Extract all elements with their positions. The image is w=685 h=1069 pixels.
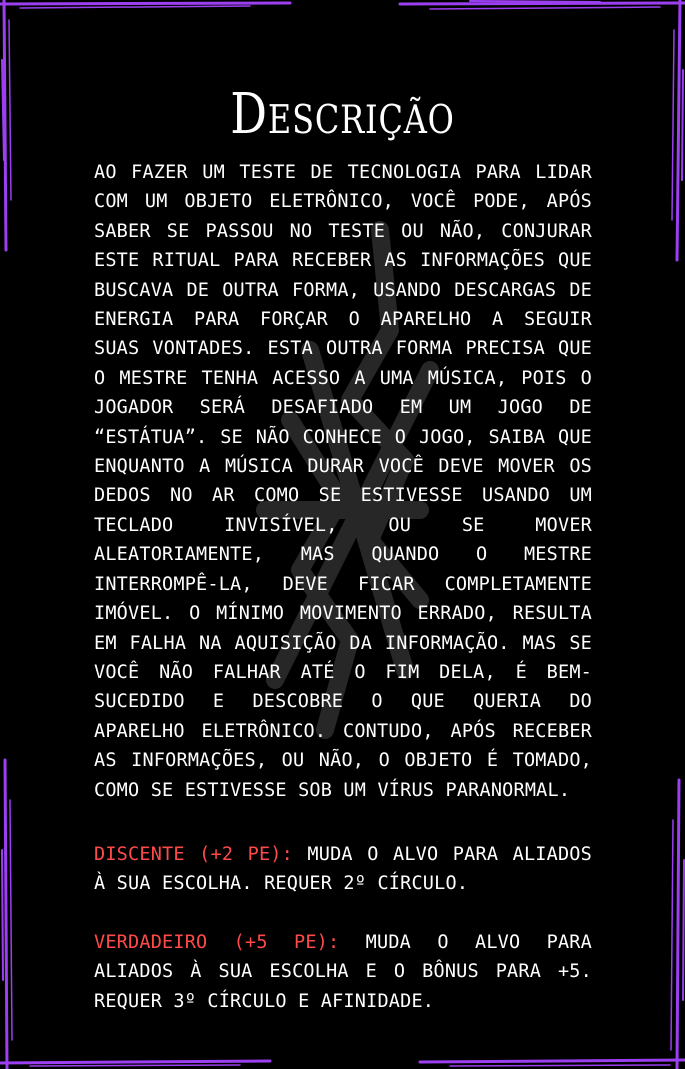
variant-text: MUDA O ALVO PARA ALIADOS À SUA ESCOLHA. REQUER 2º CÍRCULO.: [94, 844, 592, 895]
description-paragraph: AO FAZER UM TESTE DE TECNOLOGIA PARA LIDAR COM UM OBJETO ELETRÔNICO, VOCÊ PODE, APÓS SABER SE PASSOU NO TESTE OU NÃO, CONJURAR ESTE RITUAL PARA RECEBER AS INFORMAÇÕES QUE BUSCAVA DE OUTRA FORMA, USANDO DESCARGAS DE ENERGIA PARA FORÇAR O APARELHO A SEGUIR SUAS VONTADES. ESTA OUTRA FORMA PRECISA QUE O MESTRE TENHA ACESSO A UMA MÚSICA, POIS O JOGADOR SERÁ DESAFIADO EM UM JOGO DE “ESTÁTUA”. SE NÃO CONHECE O JOGO, SAIBA QUE ENQUANTO A MÚSICA DURAR VOCÊ DEVE MOVER OS DEDOS NO AR COMO SE ESTIVESSE USANDO UM TECLADO INVISÍVEL, OU SE MOVER ALEATORIAMENTE, MAS QUANDO O MESTRE INTERROMPÊ-LA, DEVE FICAR COMPLETAMENTE IMÓVEL. O MÍNIMO MOVIMENTO ERRADO, RESULTA EM FALHA NA AQUISIÇÃO DA INFORMAÇÃO. MAS SE VOCÊ NÃO FALHAR ATÉ O FIM DELA, É BEM-SUCEDIDO E DESCOBRE O QUE QUERIA DO APARELHO ELETRÔNICO. CONTUDO, APÓS RECEBER AS INFORMAÇÕES, OU NÃO, O OBJETO É TOMADO, COMO SE ESTIVESSE SOB UM VÍRUS PARANORMAL.: [94, 162, 592, 801]
section-title: Descrição: [230, 82, 455, 147]
variant-label: VERDADEIRO (+5 PE):: [94, 932, 340, 953]
variant-verdadeiro: [94, 928, 592, 1016]
variant-text: MUDA O ALVO PARA ALIADOS À SUA ESCOLHA E O BÔNUS PARA +5. REQUER 3º CÍRCULO E AFINIDADE.: [94, 932, 592, 1012]
variant-label: DISCENTE (+2 PE):: [94, 844, 293, 865]
variant-discente: [94, 840, 592, 899]
description-text: [94, 158, 592, 805]
